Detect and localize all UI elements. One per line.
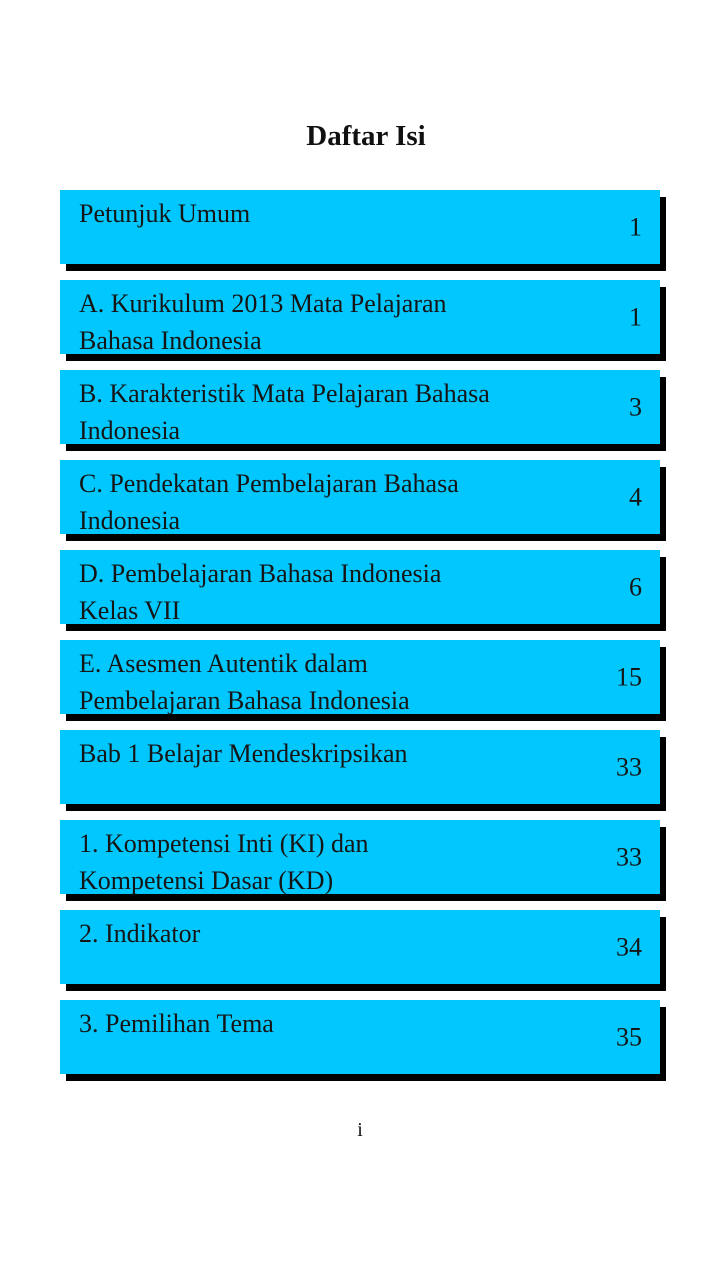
toc-item-kurikulum-2013[interactable]	[60, 280, 660, 354]
toc-item-page-number: 33	[616, 752, 642, 782]
toc-list	[60, 190, 668, 1090]
toc-item-page-number: 15	[616, 662, 642, 692]
toc-item-label: 2. Indikator	[79, 919, 201, 948]
toc-item-label: 1. Kompetensi Inti (KI) dan Kompetensi Dasar (KD)	[79, 829, 369, 895]
toc-item-page-number: 33	[616, 842, 642, 872]
toc-item-karakteristik[interactable]	[60, 370, 660, 444]
toc-item-page-number: 34	[616, 932, 642, 962]
toc-item-page-number: 4	[629, 482, 642, 512]
toc-item-bab-1[interactable]	[60, 730, 660, 804]
toc-item-page-number: 1	[629, 212, 642, 242]
toc-item-page-number: 1	[629, 302, 642, 332]
toc-item-page-number: 35	[616, 1022, 642, 1052]
toc-item-page-number: 6	[629, 572, 642, 602]
toc-item-pendekatan[interactable]	[60, 460, 660, 534]
toc-item-label: Petunjuk Umum	[79, 199, 251, 228]
toc-item-label: D. Pembelajaran Bahasa Indonesia Kelas VII	[79, 559, 442, 625]
toc-item-page-number: 3	[629, 392, 642, 422]
toc-item-kompetensi-inti[interactable]	[60, 820, 660, 894]
toc-item-label: B. Karakteristik Mata Pelajaran Bahasa Indonesia	[79, 379, 490, 445]
toc-item-pembelajaran-kelas-vii[interactable]	[60, 550, 660, 624]
toc-item-indikator[interactable]	[60, 910, 660, 984]
toc-item-pemilihan-tema[interactable]	[60, 1000, 660, 1074]
footer-page-number: i	[357, 1119, 363, 1141]
toc-item-petunjuk-umum[interactable]	[60, 190, 660, 264]
toc-item-asesmen-autentik[interactable]	[60, 640, 660, 714]
toc-item-label: 3. Pemilihan Tema	[79, 1009, 274, 1038]
toc-item-label: Bab 1 Belajar Mendeskripsikan	[79, 739, 408, 768]
toc-item-label: C. Pendekatan Pembelajaran Bahasa Indonesia	[79, 469, 459, 535]
toc-item-label: E. Asesmen Autentik dalam Pembelajaran Bahasa Indonesia	[79, 649, 410, 715]
toc-item-label: A. Kurikulum 2013 Mata Pelajaran Bahasa Indonesia	[79, 289, 447, 355]
page-title: Daftar Isi	[306, 120, 426, 152]
